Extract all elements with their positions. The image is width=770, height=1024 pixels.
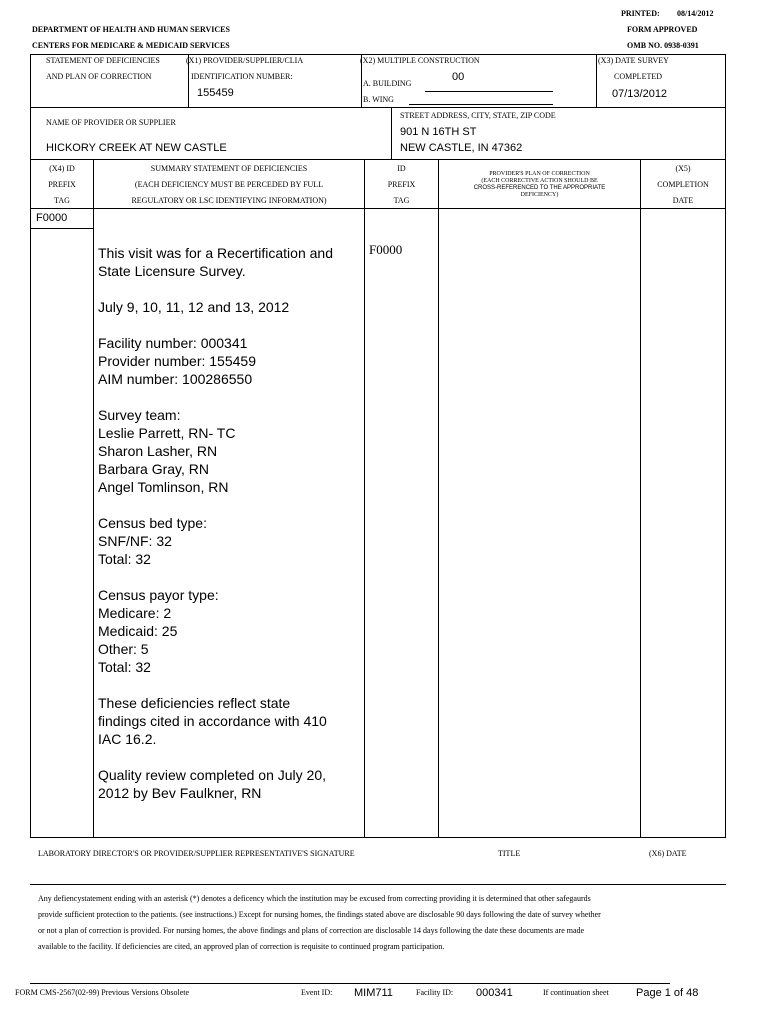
title-label: TITLE <box>498 849 521 858</box>
notice-rule <box>30 983 670 984</box>
printed-label: PRINTED: <box>621 9 660 18</box>
omb-number: OMB NO. 0938-0391 <box>627 41 699 50</box>
prefix-header: PREFIX <box>387 180 416 189</box>
facility-id-label: Facility ID: <box>416 988 454 997</box>
form-number: FORM CMS-2567(02-99) Previous Versions Obsolete <box>15 988 190 997</box>
plan-header-2: (EACH CORRECTIVE ACTION SHOULD BE <box>481 178 598 184</box>
address-label: STREET ADDRESS, CITY, STATE, ZIP CODE <box>400 111 556 120</box>
completion-header: COMPLETION <box>657 180 709 189</box>
page-number: Page 1 of 48 <box>636 987 699 999</box>
address-line-2: NEW CASTLE, IN 47362 <box>400 142 523 154</box>
event-id-value: MIM711 <box>354 987 393 999</box>
wing-underline <box>409 104 553 105</box>
id-header: ID <box>397 164 406 173</box>
summary-header-3: REGULATORY OR LSC IDENTIFYING INFORMATION) <box>131 196 327 205</box>
summary-header-1: SUMMARY STATEMENT OF DEFICIENCIES <box>150 164 308 173</box>
x4-prefix-header: PREFIX <box>48 180 76 189</box>
plan-header-4: DEFICIENCY) <box>520 192 559 198</box>
x2-building-label: A. BUILDING <box>363 79 412 88</box>
right-tag: F0000 <box>369 242 403 257</box>
address-line-1: 901 N 16TH ST <box>400 126 477 138</box>
x1-label: (X1) PROVIDER/SUPPLIER/CLIA <box>186 56 304 65</box>
x4-tag-header: TAG <box>54 196 70 205</box>
provider-name: HICKORY CREEK AT NEW CASTLE <box>46 142 227 154</box>
continuation-label: If continuation sheet <box>543 988 609 997</box>
x3-value: 07/13/2012 <box>612 88 668 100</box>
summary-text: This visit was for a Recertification and State Licensure Survey. July 9, 10, 11, 12 and 13, 2012 Facility number: 000341 Provider number: 155459 AIM number: 100286550 Survey team: Leslie Parrett, RN- TC Sharon Lasher, RN Barbara Gray, RN Angel Tomlinson, RN Census bed type: SNF/NF: 32 Total: 32 Census payor type: Medicare: 2 Medicaid: 25 Other: 5 Total: 32 These deficiencies reflect state findings cited in accordance with 410 IAC 16.2. Quality review completed on July 20, 2012 by Bev Faulkner, RN <box>98 245 333 801</box>
printed-date: 08/14/2012 <box>677 9 714 18</box>
left-tag: F0000 <box>36 212 68 224</box>
statement-label-1: STATEMENT OF DEFICIENCIES <box>46 56 160 65</box>
x3-label-2: COMPLETED <box>614 72 662 81</box>
tag-header: TAG <box>393 196 410 205</box>
signature-rule <box>30 884 726 885</box>
provider-name-label: NAME OF PROVIDER OR SUPPLIER <box>46 118 176 127</box>
x2-label: (X2) MULTIPLE CONSTRUCTION <box>360 56 480 65</box>
x2-wing-label: B. WING <box>363 95 394 104</box>
form-approved: FORM APPROVED <box>627 25 698 34</box>
signature-label: LABORATORY DIRECTOR'S OR PROVIDER/SUPPLIER REPRESENTATIVE'S SIGNATURE <box>38 849 355 858</box>
x1-value: 155459 <box>197 87 234 99</box>
disclosure-notice: Any defiencystatement ending with an asterisk (*) denotes a deficency which the institution may be excused from correcting providing it is determined that other safegaurds provide sufficient protection to the patients. (see instructions.) Except for nursing homes, the findings stated above are disclosable 90 days following the date of survey whether or not a plan of correction is provided. For nursing homes, the above findings and plans of correction are disclosable 14 days following the date these documents are made available to the facility. If deficiencies are cited, an approved plan of correction is requisite to continued program participation. <box>38 894 601 951</box>
x6-date-label: (X6) DATE <box>649 849 687 858</box>
x1-label-2: IDENTIFICATION NUMBER: <box>191 72 293 81</box>
event-id-label: Event ID: <box>301 988 333 997</box>
facility-id-value: 000341 <box>476 987 513 999</box>
x3-label: (X3) DATE SURVEY <box>598 56 669 65</box>
department-title: DEPARTMENT OF HEALTH AND HUMAN SERVICES <box>32 25 230 34</box>
plan-header-1: PROVIDER'S PLAN OF CORRECTION <box>489 171 590 177</box>
summary-header-2: (EACH DEFICIENCY MUST BE PERCEDED BY FULL <box>134 180 324 189</box>
date-header: DATE <box>672 196 694 205</box>
plan-header-3: CROSS-REFERENCED TO THE APPROPRIATE <box>473 185 606 191</box>
centers-title: CENTERS FOR MEDICARE & MEDICAID SERVICES <box>32 41 230 50</box>
x4-id-header: (X4) ID <box>49 164 75 173</box>
building-underline <box>425 91 553 92</box>
x5-header: (X5) <box>675 164 691 173</box>
statement-label-2: AND PLAN OF CORRECTION <box>46 72 152 81</box>
x2-building-value: 00 <box>452 71 465 83</box>
